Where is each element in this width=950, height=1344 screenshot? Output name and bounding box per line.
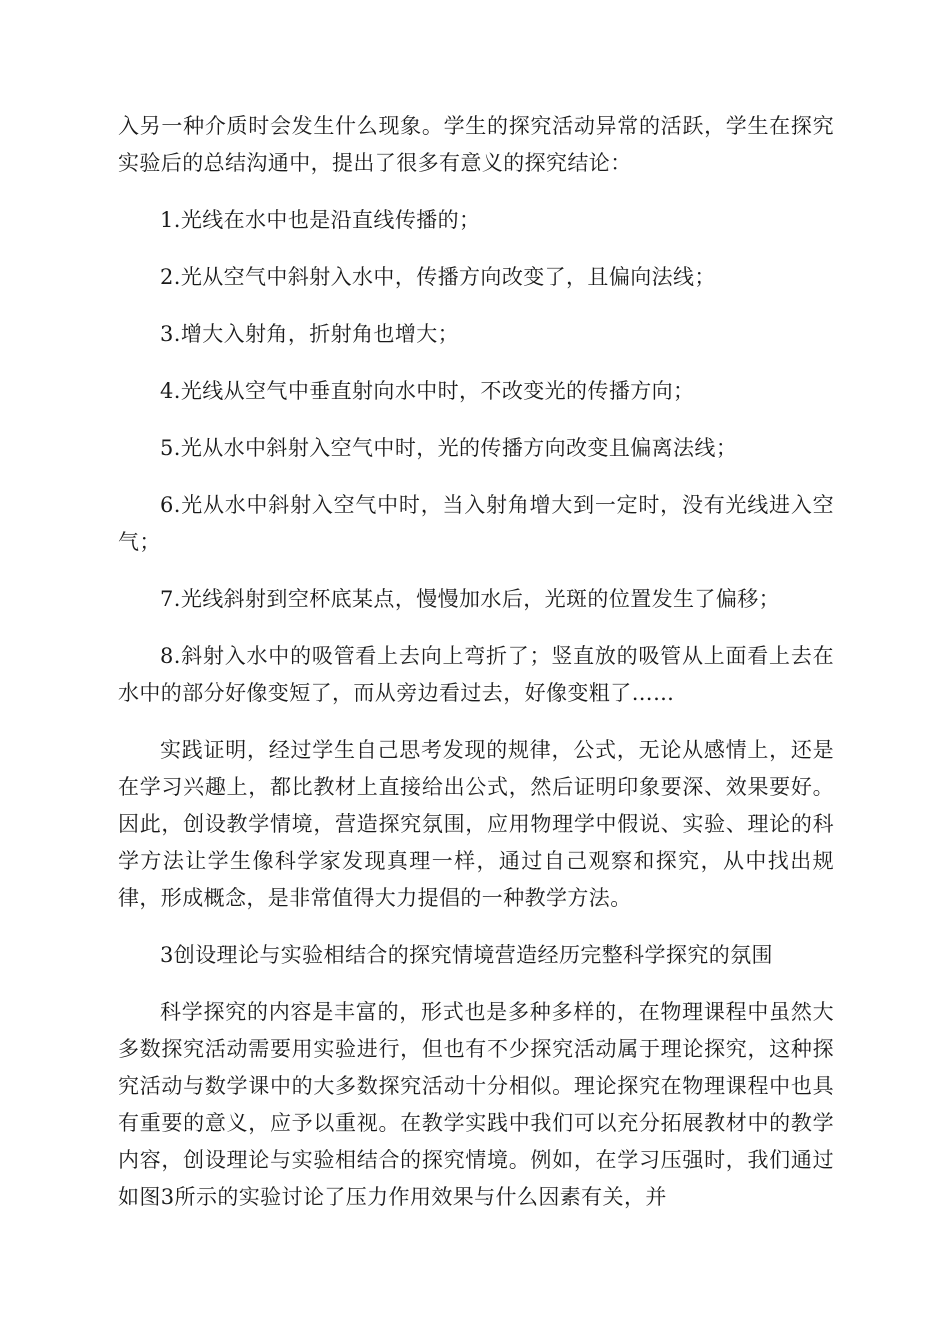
paragraph-continuation: 入另一种介质时会发生什么现象。学生的探究活动异常的活跃，学生在探究实验后的总结沟通中，提出了很多有意义的探究结论：: [118, 114, 834, 175]
list-item-5: 5.光从水中斜射入空气中时，光的传播方向改变且偏离法线；: [160, 436, 738, 460]
list-item-8: 8.斜射入水中的吸管看上去向上弯折了；竖直放的吸管从上面看上去在水中的部分好像变短了，而从旁边看过去，好像变粗了……: [118, 644, 834, 705]
list-item-2: 2.光从空气中斜射入水中，传播方向改变了，且偏向法线；: [160, 265, 716, 289]
list-item-7: 7.光线斜射到空杯底某点，慢慢加水后，光斑的位置发生了偏移；: [160, 587, 781, 611]
section-heading: 3创设理论与实验相结合的探究情境营造经历完整科学探究的氛围: [160, 943, 773, 967]
paragraph-inquiry: 科学探究的内容是丰富的，形式也是多种多样的，在物理课程中虽然大多数探究活动需要用实验进行，但也有不少探究活动属于理论探究，这种探究活动与数学课中的大多数探究活动十分相似。理论探究在物理课程中也具有重要的意义，应予以重视。在教学实践中我们可以充分拓展教材中的教学内容，创设理论与实验相结合的探究情境。例如，在学习压强时，我们通过如图3所示的实验讨论了压力作用效果与什么因素有关，并: [118, 1000, 834, 1209]
list-item-3: 3.增大入射角，折射角也增大；: [160, 322, 460, 346]
list-item-6: 6.光从水中斜射入空气中时，当入射角增大到一定时，没有光线进入空气；: [118, 493, 834, 554]
list-item-1: 1.光线在水中也是沿直线传播的；: [160, 208, 481, 232]
paragraph-practice: 实践证明，经过学生自己思考发现的规律，公式，无论从感情上，还是在学习兴趣上，都比教材上直接给出公式，然后证明印象要深、效果要好。因此，创设教学情境，营造探究氛围，应用物理学中假说、实验、理论的科学方法让学生像科学家发现真理一样，通过自己观察和探究，从中找出规律，形成概念，是非常值得大力提倡的一种教学方法。: [118, 738, 834, 910]
document-body: [118, 108, 834, 1216]
list-item-4: 4.光线从空气中垂直射向水中时，不改变光的传播方向；: [160, 379, 695, 403]
